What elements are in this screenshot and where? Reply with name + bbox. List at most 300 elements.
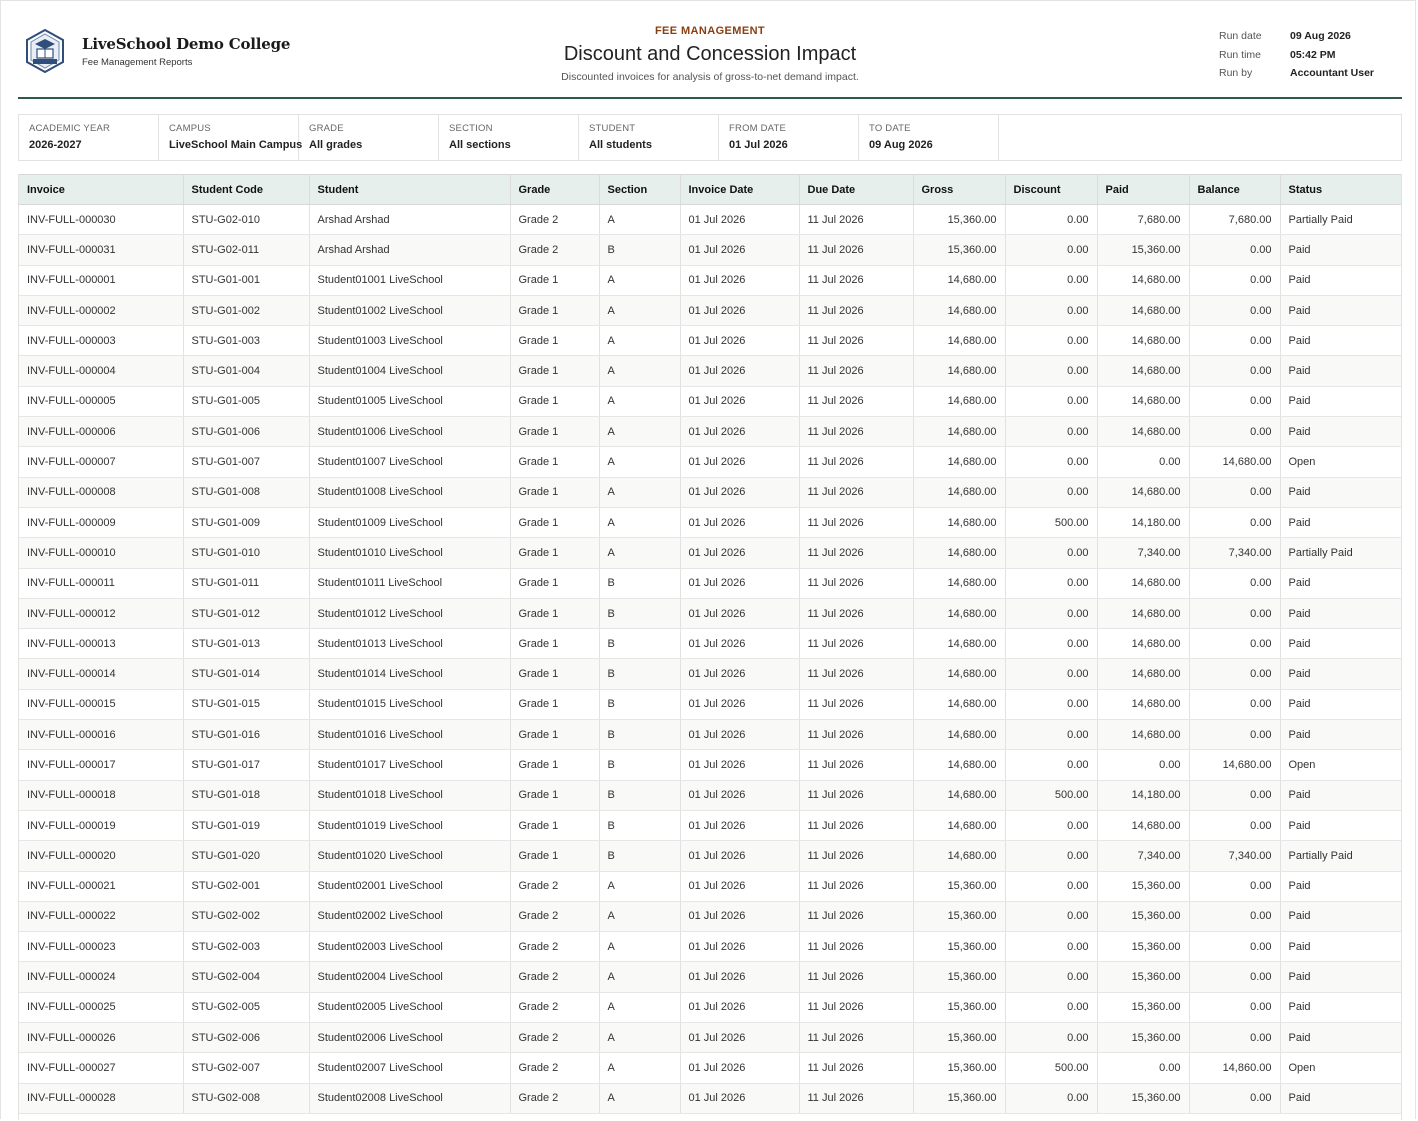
table-cell: 0.00 [1005,386,1097,416]
table-cell: Student01006 LiveSchool [309,417,510,447]
column-header: Student [309,175,510,205]
filter-value: LiveSchool Main Campus [169,139,303,151]
table-cell: Paid [1280,477,1401,507]
table-cell: 01 Jul 2026 [680,720,799,750]
table-cell: 15,360.00 [1097,871,1189,901]
table-cell: B [599,841,680,871]
run-info [1219,27,1374,83]
filter-label: CAMPUS [169,123,211,134]
table-cell: 0.00 [1005,205,1097,235]
table-cell: Grade 1 [510,598,599,628]
table-cell: 11 Jul 2026 [799,659,913,689]
table-cell: 01 Jul 2026 [680,507,799,537]
table-cell: A [599,932,680,962]
table-row[interactable] [19,1083,1401,1113]
table-row[interactable] [19,689,1401,719]
table-cell: 11 Jul 2026 [799,265,913,295]
table-row[interactable] [19,750,1401,780]
table-cell: 14,680.00 [913,841,1005,871]
table-cell: Student01014 LiveSchool [309,659,510,689]
table-cell: 0.00 [1005,295,1097,325]
table-cell: B [599,629,680,659]
table-cell: Student01002 LiveSchool [309,295,510,325]
table-cell: INV-FULL-000015 [19,689,183,719]
table-cell: INV-FULL-000030 [19,205,183,235]
table-cell: 0.00 [1189,659,1280,689]
table-cell: INV-FULL-000017 [19,750,183,780]
table-cell: Grade 1 [510,780,599,810]
table-cell: STU-G01-009 [183,507,309,537]
table-cell: 0.00 [1005,326,1097,356]
table-cell: 01 Jul 2026 [680,356,799,386]
table-cell: A [599,447,680,477]
table-cell: 0.00 [1189,932,1280,962]
table-cell: Arshad Arshad [309,235,510,265]
table-cell: A [599,477,680,507]
report-eyebrow: FEE MANAGEMENT [654,25,766,37]
table-cell: 14,680.00 [913,598,1005,628]
table-row[interactable] [19,1023,1401,1053]
run-by-value: Accountant User [1290,67,1375,80]
filter-label: GRADE [309,123,344,134]
filter-value: All students [589,139,652,151]
table-cell: B [599,810,680,840]
table-cell: 01 Jul 2026 [680,901,799,931]
table-row[interactable] [19,386,1401,416]
table-cell: Student01013 LiveSchool [309,629,510,659]
table-cell: 14,680.00 [913,629,1005,659]
table-cell: STU-G01-008 [183,477,309,507]
table-row[interactable] [19,932,1401,962]
filter-label: TO DATE [869,123,911,134]
table-cell: Paid [1280,810,1401,840]
table-cell: 7,340.00 [1189,841,1280,871]
table-cell: 15,360.00 [913,205,1005,235]
table-cell: INV-FULL-000022 [19,901,183,931]
table-cell: Grade 1 [510,326,599,356]
table-cell: 01 Jul 2026 [680,780,799,810]
column-header: Paid [1097,175,1189,205]
table-cell: Paid [1280,417,1401,447]
table-cell: 15,360.00 [1097,235,1189,265]
table-cell: INV-FULL-000028 [19,1083,183,1113]
table-cell: Student01001 LiveSchool [309,265,510,295]
table-cell: Grade 2 [510,871,599,901]
filter-campus [159,115,303,160]
filter-value: 2026-2027 [29,139,82,151]
table-row[interactable] [19,356,1401,386]
table-cell: Student01019 LiveSchool [309,810,510,840]
table-cell: Student01004 LiveSchool [309,356,510,386]
table-cell: 14,680.00 [1097,477,1189,507]
table-row[interactable] [19,780,1401,810]
table-cell: 0.00 [1189,265,1280,295]
table-cell: Grade 2 [510,235,599,265]
table-cell: Student02005 LiveSchool [309,992,510,1022]
table-cell: 11 Jul 2026 [799,810,913,840]
table-cell: 01 Jul 2026 [680,871,799,901]
table-cell: Grade 1 [510,295,599,325]
table-cell: 14,680.00 [1189,750,1280,780]
table-cell: INV-FULL-000009 [19,507,183,537]
table-cell: A [599,417,680,447]
filter-value: 09 Aug 2026 [869,139,933,151]
table-cell: Grade 1 [510,538,599,568]
table-cell: 0.00 [1189,477,1280,507]
table-cell: INV-FULL-000005 [19,386,183,416]
table-cell: 500.00 [1005,780,1097,810]
table-cell: 15,360.00 [1097,1023,1189,1053]
table-cell: 11 Jul 2026 [799,689,913,719]
table-row[interactable] [19,477,1401,507]
table-cell: 01 Jul 2026 [680,477,799,507]
table-cell: 0.00 [1005,1023,1097,1053]
table-cell: 14,680.00 [913,507,1005,537]
table-cell: 11 Jul 2026 [799,1023,913,1053]
table-cell: 500.00 [1005,507,1097,537]
table-row[interactable] [19,326,1401,356]
filter-grade [299,115,439,160]
table-cell: B [599,659,680,689]
table-cell: Student02008 LiveSchool [309,1083,510,1113]
table-row[interactable] [19,568,1401,598]
table-cell: Student01005 LiveSchool [309,386,510,416]
table-cell: 0.00 [1189,689,1280,719]
table-cell: 01 Jul 2026 [680,326,799,356]
table-cell: Paid [1280,871,1401,901]
column-header: Gross [913,175,1005,205]
table-row[interactable] [19,629,1401,659]
table-cell: 11 Jul 2026 [799,1053,913,1083]
table-cell: B [599,750,680,780]
table-cell: 0.00 [1005,356,1097,386]
table-cell: 0.00 [1189,780,1280,810]
column-header: Invoice Date [680,175,799,205]
table-row[interactable] [19,810,1401,840]
table-cell: 0.00 [1005,992,1097,1022]
table-cell: Open [1280,447,1401,477]
table-cell: 0.00 [1097,447,1189,477]
table-cell: Student01020 LiveSchool [309,841,510,871]
table-cell: 11 Jul 2026 [799,386,913,416]
table-cell: 01 Jul 2026 [680,265,799,295]
table-cell: Grade 1 [510,568,599,598]
table-cell: 0.00 [1189,417,1280,447]
table-cell: Paid [1280,1083,1401,1113]
table-cell: 0.00 [1005,901,1097,931]
table-cell: 11 Jul 2026 [799,326,913,356]
table-row[interactable] [19,447,1401,477]
table-cell: 15,360.00 [913,1083,1005,1113]
table-cell: 14,680.00 [913,356,1005,386]
table-cell: A [599,901,680,931]
table-row[interactable] [19,962,1401,992]
table-cell: 14,680.00 [1097,356,1189,386]
table-cell: 14,680.00 [913,477,1005,507]
filter-label: ACADEMIC YEAR [29,123,111,134]
table-cell: Student02001 LiveSchool [309,871,510,901]
table-cell: STU-G02-010 [183,205,309,235]
report-subtitle: Discounted invoices for analysis of gross-to-net demand impact. [561,71,859,83]
table-row[interactable] [19,507,1401,537]
table-cell: 0.00 [1005,810,1097,840]
table-cell: Grade 2 [510,205,599,235]
table-cell: Student01017 LiveSchool [309,750,510,780]
table-header-row [19,175,1401,205]
table-cell: A [599,992,680,1022]
table-cell: STU-G02-006 [183,1023,309,1053]
table-cell: Paid [1280,507,1401,537]
table-cell: 0.00 [1005,629,1097,659]
table-cell: 0.00 [1005,568,1097,598]
table-cell: 0.00 [1189,1083,1280,1113]
table-cell: Grade 1 [510,689,599,719]
table-cell: INV-FULL-000024 [19,962,183,992]
header-divider [18,97,1402,99]
column-header: Student Code [183,175,309,205]
table-row[interactable] [19,659,1401,689]
table-cell: 7,340.00 [1189,538,1280,568]
table-cell: 14,680.00 [1097,689,1189,719]
table-cell: Student01008 LiveSchool [309,477,510,507]
table-cell: 15,360.00 [1097,1083,1189,1113]
table-cell: 14,680.00 [1097,720,1189,750]
table-row[interactable] [19,295,1401,325]
table-cell: Paid [1280,720,1401,750]
table-cell: 11 Jul 2026 [799,932,913,962]
table-cell: Paid [1280,295,1401,325]
table-cell: STU-G01-005 [183,386,309,416]
table-cell: B [599,689,680,719]
table-cell: STU-G01-007 [183,447,309,477]
table-cell: 15,360.00 [913,871,1005,901]
table-cell: 01 Jul 2026 [680,386,799,416]
table-cell: 15,360.00 [913,235,1005,265]
table-cell: 11 Jul 2026 [799,205,913,235]
table-cell: Paid [1280,235,1401,265]
table-cell: INV-FULL-000023 [19,932,183,962]
table-cell: 01 Jul 2026 [680,841,799,871]
table-cell: STU-G02-011 [183,235,309,265]
table-cell: INV-FULL-000018 [19,780,183,810]
filter-summary [18,114,1402,161]
table-cell: INV-FULL-000016 [19,720,183,750]
table-body [19,205,1401,1114]
table-cell: STU-G02-002 [183,901,309,931]
table-cell: INV-FULL-000002 [19,295,183,325]
table-cell: 01 Jul 2026 [680,992,799,1022]
table-cell: Grade 1 [510,356,599,386]
table-row[interactable] [19,235,1401,265]
table-cell: 0.00 [1005,750,1097,780]
table-cell: Paid [1280,265,1401,295]
table-cell: 11 Jul 2026 [799,507,913,537]
table-cell: Paid [1280,568,1401,598]
table-cell: STU-G02-008 [183,1083,309,1113]
table-cell: 14,680.00 [1097,295,1189,325]
table-cell: INV-FULL-000025 [19,992,183,1022]
table-cell: INV-FULL-000027 [19,1053,183,1083]
table-cell: 01 Jul 2026 [680,629,799,659]
table-cell: 11 Jul 2026 [799,720,913,750]
table-cell: 14,680.00 [913,750,1005,780]
table-cell: A [599,265,680,295]
table-cell: 15,360.00 [913,901,1005,931]
table-cell: 15,360.00 [1097,932,1189,962]
table-cell: STU-G01-011 [183,568,309,598]
table-cell: STU-G01-018 [183,780,309,810]
table-cell: Partially Paid [1280,841,1401,871]
table-cell: Student02004 LiveSchool [309,962,510,992]
table-row[interactable] [19,1053,1401,1083]
table-cell: A [599,1023,680,1053]
table-cell: A [599,1053,680,1083]
table-cell: 15,360.00 [913,1053,1005,1083]
table-cell: INV-FULL-000010 [19,538,183,568]
table-row[interactable] [19,205,1401,235]
table-row[interactable] [19,901,1401,931]
table-cell: 11 Jul 2026 [799,841,913,871]
table-cell: 14,680.00 [913,265,1005,295]
table-cell: 11 Jul 2026 [799,538,913,568]
table-cell: INV-FULL-000020 [19,841,183,871]
column-header: Balance [1189,175,1280,205]
table-cell: 11 Jul 2026 [799,295,913,325]
table-cell: INV-FULL-000007 [19,447,183,477]
table-cell: 01 Jul 2026 [680,598,799,628]
table-cell: 14,680.00 [913,780,1005,810]
table-cell: 0.00 [1005,1083,1097,1113]
table-cell: 01 Jul 2026 [680,538,799,568]
table-cell: Student01003 LiveSchool [309,326,510,356]
table-cell: 14,180.00 [1097,780,1189,810]
table-row[interactable] [19,417,1401,447]
filter-student [579,115,719,160]
table-row[interactable] [19,720,1401,750]
table-cell: 11 Jul 2026 [799,447,913,477]
column-header: Invoice [19,175,183,205]
filter-value: 01 Jul 2026 [729,139,788,151]
table-cell: 0.00 [1189,810,1280,840]
table-cell: STU-G01-020 [183,841,309,871]
table-cell: 15,360.00 [913,992,1005,1022]
table-cell: 14,680.00 [913,810,1005,840]
table-cell: Grade 1 [510,659,599,689]
table-cell: A [599,205,680,235]
table-cell: Student02006 LiveSchool [309,1023,510,1053]
table-cell: 0.00 [1005,962,1097,992]
table-row[interactable] [19,992,1401,1022]
table-cell: 0.00 [1005,235,1097,265]
table-cell: 0.00 [1189,326,1280,356]
table-cell: 11 Jul 2026 [799,871,913,901]
table-cell: 14,680.00 [1097,265,1189,295]
table-cell: STU-G01-002 [183,295,309,325]
run-date-row [1219,27,1374,46]
column-header: Discount [1005,175,1097,205]
column-header: Due Date [799,175,913,205]
filter-from-date [719,115,859,160]
page-title: Discount and Concession Impact [563,43,857,65]
table-cell: 0.00 [1005,417,1097,447]
table-cell: 0.00 [1005,447,1097,477]
table-cell: A [599,386,680,416]
table-cell: Student01009 LiveSchool [309,507,510,537]
table-cell: Arshad Arshad [309,205,510,235]
table-cell: 0.00 [1005,598,1097,628]
invoice-table-container[interactable] [18,174,1402,1120]
table-cell: 0.00 [1005,265,1097,295]
table-cell: Paid [1280,901,1401,931]
table-cell: 01 Jul 2026 [680,750,799,780]
table-cell: 0.00 [1005,841,1097,871]
table-cell: 0.00 [1189,386,1280,416]
table-cell: Grade 2 [510,901,599,931]
table-cell: 0.00 [1189,720,1280,750]
table-cell: 14,680.00 [1189,447,1280,477]
table-cell: A [599,356,680,386]
table-cell: 11 Jul 2026 [799,477,913,507]
table-cell: 01 Jul 2026 [680,1053,799,1083]
table-cell: Student01016 LiveSchool [309,720,510,750]
table-cell: 14,680.00 [913,417,1005,447]
table-row[interactable] [19,538,1401,568]
table-cell: Student01010 LiveSchool [309,538,510,568]
table-cell: Paid [1280,932,1401,962]
filter-section [439,115,579,160]
table-cell: STU-G01-016 [183,720,309,750]
table-cell: 15,360.00 [1097,901,1189,931]
table-row[interactable] [19,871,1401,901]
table-cell: Student01018 LiveSchool [309,780,510,810]
run-date-value: 09 Aug 2026 [1290,30,1351,43]
table-row[interactable] [19,841,1401,871]
table-cell: 11 Jul 2026 [799,992,913,1022]
run-date-label: Run date [1219,30,1262,43]
table-row[interactable] [19,265,1401,295]
table-cell: 0.00 [1189,507,1280,537]
table-cell: 01 Jul 2026 [680,235,799,265]
table-cell: B [599,598,680,628]
table-cell: B [599,568,680,598]
table-cell: Grade 1 [510,841,599,871]
table-cell: Open [1280,750,1401,780]
table-cell: STU-G01-003 [183,326,309,356]
table-cell: Paid [1280,356,1401,386]
table-cell: 0.00 [1189,629,1280,659]
table-cell: 14,680.00 [913,689,1005,719]
table-cell: 7,340.00 [1097,841,1189,871]
table-cell: 11 Jul 2026 [799,417,913,447]
table-cell: 0.00 [1189,295,1280,325]
table-cell: 0.00 [1005,720,1097,750]
table-cell: 14,680.00 [1097,386,1189,416]
table-cell: Grade 1 [510,750,599,780]
table-cell: 15,360.00 [1097,962,1189,992]
table-row[interactable] [19,598,1401,628]
run-by-row [1219,64,1374,83]
table-cell: 01 Jul 2026 [680,659,799,689]
table-cell: Student02003 LiveSchool [309,932,510,962]
table-cell: 01 Jul 2026 [680,447,799,477]
table-cell: STU-G01-012 [183,598,309,628]
table-cell: Grade 1 [510,386,599,416]
run-time-row [1219,46,1374,65]
table-cell: 0.00 [1189,1023,1280,1053]
table-cell: 01 Jul 2026 [680,295,799,325]
table-cell: 01 Jul 2026 [680,417,799,447]
table-cell: Grade 2 [510,1083,599,1113]
